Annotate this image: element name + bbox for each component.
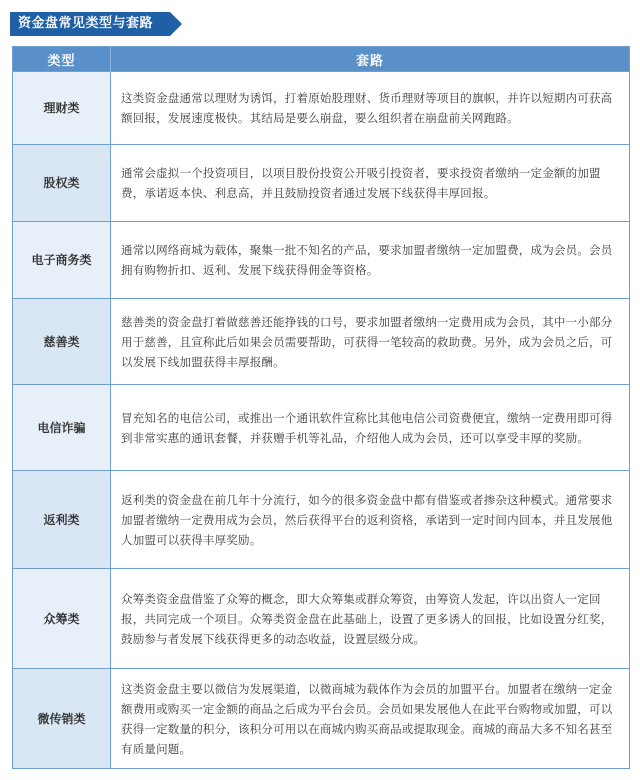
table-row: [13, 471, 630, 569]
section-title: 资金盘常见类型与套路: [18, 16, 154, 31]
row-description: 通常会虚拟一个投资项目，以项目股份投资公开吸引投资者，要求投资者缴纳一定金额的加盟费，承诺返本快、利息高，并且鼓励投资者通过发展下线获得丰厚回报。: [111, 145, 630, 222]
table-row: [13, 145, 630, 222]
table-row: [13, 569, 630, 669]
row-description: 通常以网络商城为载体，聚集一批不知名的产品，要求加盟者缴纳一定加盟费，成为会员。会员拥有购物折扣、返利、发展下线获得佣金等资格。: [111, 222, 630, 299]
row-type: 电子商务类: [13, 222, 111, 299]
ponzi-types-table: [12, 46, 630, 769]
row-type: 股权类: [13, 145, 111, 222]
row-type: 慈善类: [13, 299, 111, 385]
table-row: [13, 72, 630, 145]
row-type: 微传销类: [13, 669, 111, 769]
row-description: 返利类的资金盘在前几年十分流行，如今的很多资金盘中都有借鉴或者掺杂这种模式。通常要求加盟者缴纳一定费用成为会员，然后获得平台的返利资格，承诺到一定时间内回本，并且发展他人加盟可以获得丰厚奖励。: [111, 471, 630, 569]
row-description: 这类资金盘通常以理财为诱饵，打着原始股理财、货币理财等项目的旗帜，并许以短期内可获高额回报，发展速度极快。其结局是要么崩盘，要么组织者在崩盘前关网跑路。: [111, 72, 630, 145]
header-type: 类型: [13, 47, 111, 72]
table-row: [13, 669, 630, 769]
title-arrow-shape: [170, 12, 182, 36]
table-row: [13, 385, 630, 471]
row-type: 众筹类: [13, 569, 111, 669]
row-description: 慈善类的资金盘打着做慈善还能挣钱的口号，要求加盟者缴纳一定费用成为会员，其中一小部分用于慈善，且宣称此后如果会员需要帮助，可获得一笔较高的救助费。另外，成为会员之后，可以发展下线加盟获得丰厚报酬。: [111, 299, 630, 385]
table-header-row: [13, 47, 630, 72]
table-row: [13, 299, 630, 385]
row-description: 这类资金盘主要以微信为发展渠道，以微商城为载体作为会员的加盟平台。加盟者在缴纳一定金额费用或购买一定金额的商品之后成为平台会员。会员如果发展他人在此平台购物或加盟，可以获得一定数量的积分，该积分可用以在商城内购买商品或提取现金。商城的商品大多不知名甚至有质量问题。: [111, 669, 630, 769]
row-description: 众筹类资金盘借鉴了众筹的概念，即大众筹集或群众筹资，由筹资人发起，许以出资人一定回报，共同完成一个项目。众筹类资金盘在此基础上，设置了更多诱人的回报，比如设置分红奖，鼓励参与者发展下线获得更多的动态收益，设置层级分成。: [111, 569, 630, 669]
row-type: 理财类: [13, 72, 111, 145]
section-title-banner: [10, 12, 182, 36]
header-scheme: 套路: [111, 47, 630, 72]
row-type: 电信诈骗: [13, 385, 111, 471]
table-row: [13, 222, 630, 299]
row-type: 返利类: [13, 471, 111, 569]
row-description: 冒充知名的电信公司，或推出一个通讯软件宣称比其他电信公司资费便宜，缴纳一定费用即可得到非常实惠的通讯套餐，并获赠手机等礼品，介绍他人成为会员，还可以享受丰厚的奖励。: [111, 385, 630, 471]
